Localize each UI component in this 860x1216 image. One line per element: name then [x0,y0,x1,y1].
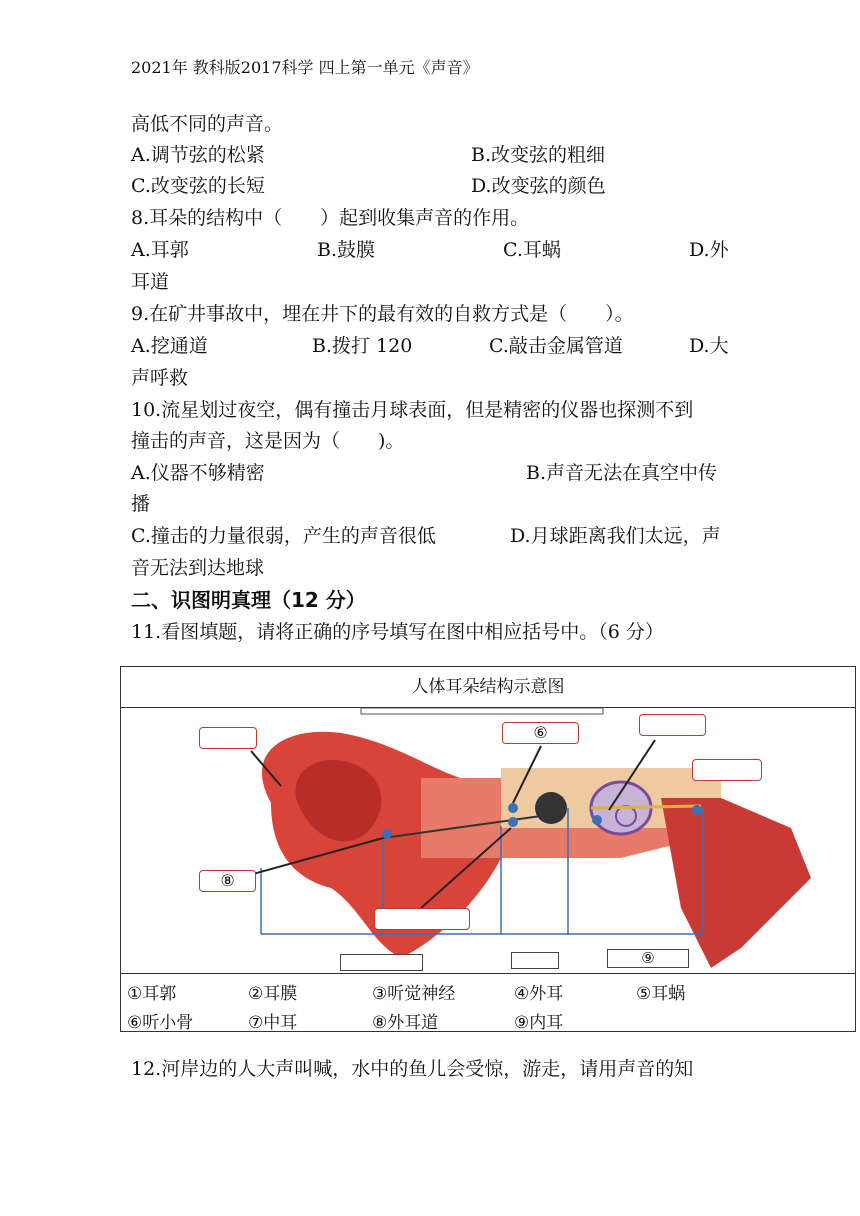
option-a: A.调节弦的松紧 [131,144,265,166]
answer-box-ossicles[interactable]: ⑥ [502,722,579,744]
option-d: D.外 [689,239,729,261]
question-8: 8.耳朵的结构中（ ）起到收集声音的作用。 [131,207,530,229]
answer-box-outer-ear[interactable] [340,954,423,971]
legend-item: ③听觉神经 [372,984,456,1004]
option-b: B.鼓膜 [317,239,376,261]
text-line: 高低不同的声音。 [131,113,284,135]
legend-item: ①耳郭 [127,984,177,1004]
question-10: 10.流星划过夜空，偶有撞击月球表面，但是精密的仪器也探测不到 [131,399,694,421]
legend-item: ⑨内耳 [514,1013,564,1033]
option-b: B.改变弦的粗细 [471,144,606,166]
legend-item: ⑦中耳 [248,1013,298,1033]
option-d-cont: 声呼救 [131,367,189,389]
option-b: B.拨打 120 [312,335,413,357]
option-b: B.声音无法在真空中传 [526,462,718,484]
answer-box-ear-canal[interactable]: ⑧ [199,870,256,892]
answer-box-cochlea[interactable] [639,714,706,736]
answer-box-eardrum[interactable] [374,908,470,930]
option-c: C.撞击的力量很弱，产生的声音很低 [131,525,436,547]
option-c: C.改变弦的长短 [131,175,265,197]
legend-item: ②耳膜 [248,984,298,1004]
option-a: A.挖通道 [131,335,208,357]
legend-item: ⑥听小骨 [127,1013,194,1033]
option-d-cont: 耳道 [131,271,170,293]
option-d: D.月球距离我们太远，声 [510,525,721,547]
option-c: C.敲击金属管道 [489,335,623,357]
page-header: 2021年 教科版2017科学 四上第一单元《声音》 [131,58,479,77]
option-a: A.耳郭 [131,239,189,261]
option-d: D.大 [689,335,729,357]
ear-diagram-figure [120,666,856,1032]
legend-divider [121,973,855,974]
legend-item: ④外耳 [514,984,564,1004]
legend-item: ⑤耳蜗 [636,984,686,1004]
section-heading: 二、识图明真理（12 分） [131,588,366,612]
legend-item: ⑧外耳道 [372,1013,439,1033]
option-d: D.改变弦的颜色 [471,175,606,197]
question-12: 12.河岸边的人大声叫喊，水中的鱼儿会受惊，游走，请用声音的知 [131,1058,694,1080]
question-10-cont: 撞击的声音，这是因为（ )。 [131,430,405,452]
option-d-cont: 音无法到达地球 [131,557,265,579]
question-9: 9.在矿井事故中，埋在井下的最有效的自救方式是（ ）。 [131,303,634,325]
answer-box-middle-ear[interactable] [511,952,559,969]
question-11: 11.看图填题，请将正确的序号填写在图中相应括号中。（6 分） [131,621,664,643]
answer-box-inner-ear[interactable]: ⑨ [607,949,689,968]
answer-box-nerve[interactable] [692,759,762,781]
answer-box-pinna[interactable] [199,727,257,749]
option-c: C.耳蜗 [503,239,561,261]
figure-title: 人体耳朵结构示意图 [121,667,855,708]
option-b-cont: 播 [131,493,151,515]
option-a: A.仪器不够精密 [131,462,265,484]
